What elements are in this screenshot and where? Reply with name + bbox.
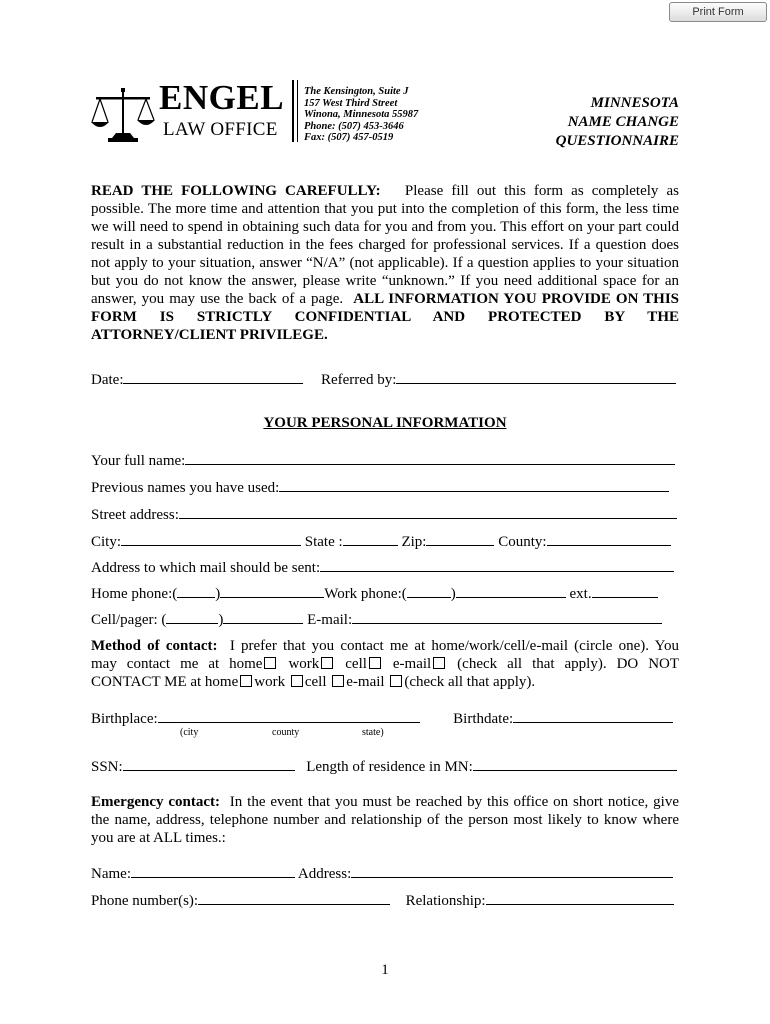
mail-address-row: Address to which mail should be sent: [91, 558, 691, 577]
cell-row: Cell/pager: ( ) E-mail: [91, 610, 691, 629]
email-checkbox[interactable] [433, 657, 445, 669]
logo-divider-thin [297, 80, 298, 142]
street-address-input[interactable] [179, 505, 677, 519]
cell-area-code-input[interactable] [166, 610, 218, 624]
emergency-paragraph: Emergency contact: In the event that you must be reached by this office on short notice, give the name, address, telephone number and relationship of the person most likely to know where you are at ALL times.: [91, 794, 679, 846]
no-email-checkbox[interactable] [332, 675, 344, 687]
ssn-input[interactable] [123, 757, 295, 771]
instructions-paragraph: READ THE FOLLOWING CAREFULLY: Please fill out this form as completely as possible. The more time and attention that you put into the completion of this form, the less time we will need to spend in obtaining such data for you and from you. This effort on your part could result in a substantial reduction in the fees charged for professional services. If a question does not apply to your situation, answer “N/A” (not applicable). If a question applies to your situation but you do not know the answer, please write “unknown.” If you need additional space for an answer, you may use the back of a page. ALL INFORMATION YOU PROVIDE ON THIS FORM IS STRICTLY CONFIDENTIAL AND PROTECTED BY THE ATTORNEY/CLIENT PRIVILEGE. [91, 183, 680, 343]
emergency-phone-input[interactable] [198, 891, 390, 905]
emergency-address-input[interactable] [351, 864, 673, 878]
hint-state: state) [362, 727, 384, 738]
birthplace-input[interactable] [158, 709, 420, 723]
contact-method-paragraph: Method of contact: I prefer that you contact me at home/work/cell/e-mail (circle one). You may contact me at home work cell e-mail (check all that apply). DO NOT CONTACT ME at home work cell e-mail (check all that apply). [91, 638, 680, 690]
hint-city: (city [180, 727, 199, 738]
home-phone-input[interactable] [220, 584, 324, 598]
work-area-code-input[interactable] [407, 584, 451, 598]
date-row: Date: Referred by: [91, 370, 691, 389]
firm-address: The Kensington, Suite J 157 West Third Street Winona, Minnesota 55987 Phone: (507) 453-3646 Fax: (507) 457-0519 [304, 86, 419, 144]
mail-address-input[interactable] [320, 558, 674, 572]
no-email-checkbox-2[interactable] [390, 675, 402, 687]
state-input[interactable] [343, 532, 398, 546]
birthdate-input[interactable] [513, 709, 673, 723]
no-home-checkbox[interactable] [240, 675, 252, 687]
scales-of-justice-icon [90, 86, 156, 144]
cell-checkbox[interactable] [369, 657, 381, 669]
relationship-input[interactable] [486, 891, 674, 905]
logo-divider [292, 80, 294, 142]
ext-input[interactable] [592, 584, 658, 598]
emergency-phone-row: Phone number(s): Relationship: [91, 891, 691, 910]
firm-subtitle: LAW OFFICE [163, 119, 278, 140]
referred-by-input[interactable] [396, 370, 676, 384]
city-row: City: State : Zip: County: [91, 532, 691, 551]
section-title: YOUR PERSONAL INFORMATION [263, 415, 507, 431]
form-title: MINNESOTA NAME CHANGE QUESTIONNAIRE [555, 95, 679, 149]
birthplace-row: Birthplace: Birthdate: [91, 709, 691, 728]
firm-name: ENGEL [159, 78, 285, 117]
ssn-row: SSN: Length of residence in MN: [91, 757, 691, 776]
no-cell-checkbox[interactable] [291, 675, 303, 687]
residence-length-input[interactable] [473, 757, 677, 771]
city-input[interactable] [121, 532, 301, 546]
phone-row: Home phone:( ) Work phone:( ) ext. [91, 584, 691, 603]
work-checkbox[interactable] [321, 657, 333, 669]
hint-county: county [272, 727, 300, 738]
previous-names-input[interactable] [279, 478, 669, 492]
emergency-name-row: Name: Address: [91, 864, 691, 883]
emergency-name-input[interactable] [131, 864, 295, 878]
zip-input[interactable] [426, 532, 494, 546]
previous-names-row: Previous names you have used: [91, 478, 691, 497]
page-number: 1 [381, 962, 389, 978]
date-input[interactable] [123, 370, 303, 384]
county-input[interactable] [547, 532, 671, 546]
work-phone-input[interactable] [456, 584, 566, 598]
full-name-row: Your full name: [91, 451, 691, 470]
cell-input[interactable] [223, 610, 303, 624]
home-area-code-input[interactable] [177, 584, 215, 598]
full-name-input[interactable] [185, 451, 675, 465]
home-checkbox[interactable] [264, 657, 276, 669]
print-form-button[interactable]: Print Form [669, 2, 767, 22]
street-address-row: Street address: [91, 505, 691, 524]
email-input[interactable] [352, 610, 662, 624]
